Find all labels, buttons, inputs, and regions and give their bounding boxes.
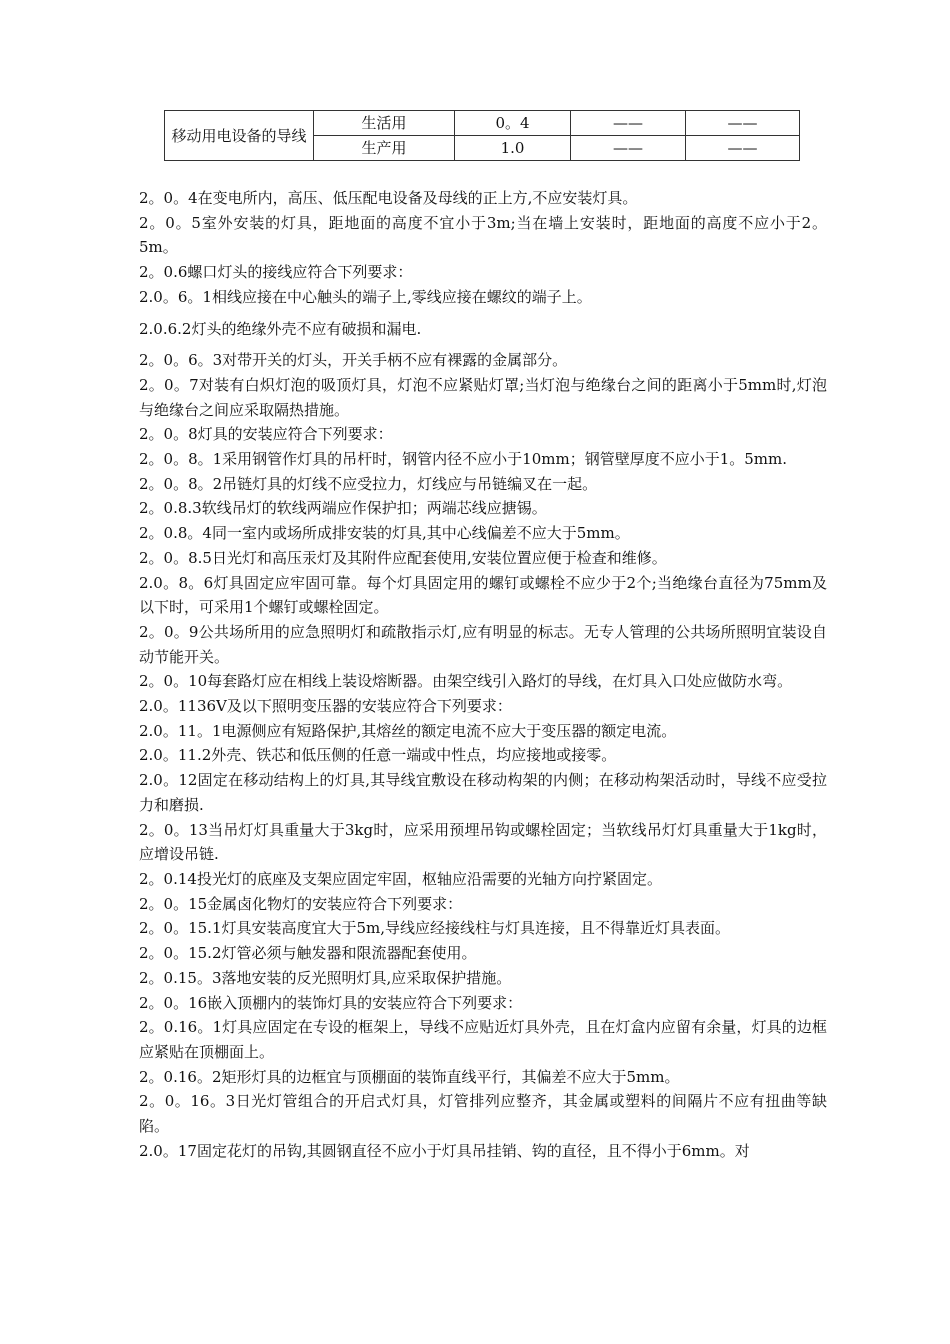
paragraph: 2。0.6螺口灯头的接线应符合下列要求： (139, 263, 413, 282)
paragraph: 2。0.8。4同一室内或场所成排安装的灯具,其中心线偏差不应大于5mm。 (139, 524, 630, 543)
paragraph: 2.0。12固定在移动结构上的灯具,其导线宜敷设在移动构架的内侧；在移动构架活动时，导线不应受拉力和磨损. (139, 771, 827, 814)
dash-cell: —— (571, 136, 686, 161)
paragraph: 2.0.6.2灯头的绝缘外壳不应有破损和漏电. (139, 319, 422, 338)
paragraph: 2。0.16。1灯具应固定在专设的框架上，导线不应贴近灯具外壳，且在灯盒内应留有余量，灯具的边框应紧贴在顶棚面上。 (139, 1018, 827, 1061)
paragraph: 2。0。13当吊灯灯具重量大于3kg时，应采用预埋吊钩或螺栓固定；当软线吊灯灯具重量大于1kg时，应增设吊链. (139, 820, 827, 864)
usage-cell: 生产用 (314, 136, 455, 161)
paragraph: 2.0。8。6灯具固定应牢固可靠。每个灯具固定用的螺钉或螺栓不应少于2个;当绝缘台直径为75mm及以下时，可采用1个螺钉或螺栓固定。 (139, 573, 827, 617)
dash-cell: —— (686, 111, 800, 136)
paragraph: 2。0。8。2吊链灯具的灯线不应受拉力，灯线应与吊链编叉在一起。 (139, 474, 598, 493)
paragraph: 2。0.8.3软线吊灯的软线两端应作保护扣；两端芯线应搪锡。 (139, 499, 547, 518)
usage-cell: 生活用 (314, 111, 455, 136)
paragraph: 2。0。8灯具的安装应符合下列要求： (139, 425, 393, 444)
body-text (139, 186, 827, 1163)
paragraph: 2。0。6。3对带开关的灯头，开关手柄不应有裸露的金属部分。 (139, 351, 568, 370)
paragraph: 2。0。5室外安装的灯具，距地面的高度不宜小于3m;当在墙上安装时，距地面的高度不应小于2。5m。 (139, 213, 827, 257)
value-cell: 1.0 (455, 136, 571, 161)
paragraph: 2。0。10每套路灯应在相线上装设熔断器。由架空线引入路灯的导线，在灯具入口处应做防水弯。 (139, 672, 793, 691)
row-header-cell: 移动用电设备的导线 (165, 111, 314, 161)
paragraph: 2。0。15.2灯管必须与触发器和限流器配套使用。 (139, 944, 477, 963)
table-row (165, 111, 800, 136)
paragraph: 2。0。16嵌入顶棚内的装饰灯具的安装应符合下列要求： (139, 993, 523, 1012)
dash-cell: —— (686, 136, 800, 161)
paragraph: 2.0。11。1电源侧应有短路保护,其熔丝的额定电流不应大于变压器的额定电流。 (139, 721, 677, 740)
paragraph: 2。0.16。2矩形灯具的边框宜与顶棚面的装饰直线平行，其偏差不应大于5mm。 (139, 1067, 680, 1086)
paragraph: 2。0。15.1灯具安装高度宜大于5m,导线应经接线柱与灯具连接，且不得靠近灯具表面。 (139, 919, 731, 938)
paragraph: 2。0.14投光灯的底座及支架应固定牢固，枢轴应沿需要的光轴方向拧紧固定。 (139, 869, 662, 888)
paragraph: 2。0。15金属卤化物灯的安装应符合下列要求： (139, 894, 463, 913)
paragraph: 2。0。8.5日光灯和高压汞灯及其附件应配套使用,安装位置应便于检查和维修。 (139, 548, 667, 567)
paragraph: 2.0。11.2外壳、铁芯和低压侧的任意一端或中性点，均应接地或接零。 (139, 746, 617, 765)
dash-cell: —— (571, 111, 686, 136)
paragraph: 2。0。8。1采用钢管作灯具的吊杆时，钢管内径不应小于10mm；钢管壁厚度不应小于1。5mm. (139, 450, 788, 469)
paragraph: 2。0。7对装有白炽灯泡的吸顶灯具，灯泡不应紧贴灯罩;当灯泡与绝缘台之间的距离小于5mm时,灯泡与绝缘台之间应采取隔热措施。 (139, 375, 827, 419)
paragraph: 2。0。16。3日光灯管组合的开启式灯具，灯管排列应整齐，其金属或塑料的间隔片不应有扭曲等缺陷。 (139, 1092, 827, 1136)
paragraph: 2.0。6。1相线应接在中心触头的端子上,零线应接在螺纹的端子上。 (139, 287, 592, 306)
paragraph: 2。0.15。3落地安装的反光照明灯具,应采取保护措施。 (139, 968, 512, 987)
paragraph: 2.0。17固定花灯的吊钩,其圆钢直径不应小于灯具吊挂销、钩的直径，且不得小于6mm。对 (139, 1141, 750, 1160)
paragraph: 2。0。4在变电所内，高压、低压配电设备及母线的正上方,不应安装灯具。 (139, 189, 638, 207)
paragraph: 2。0。9公共场所用的应急照明灯和疏散指示灯,应有明显的标志。无专人管理的公共场所照明宜装设自动节能开关。 (139, 622, 827, 666)
wire-spec-table (164, 110, 800, 161)
value-cell: 0。4 (455, 111, 571, 136)
paragraph: 2.0。1136V及以下照明变压器的安装应符合下列要求： (139, 697, 512, 716)
